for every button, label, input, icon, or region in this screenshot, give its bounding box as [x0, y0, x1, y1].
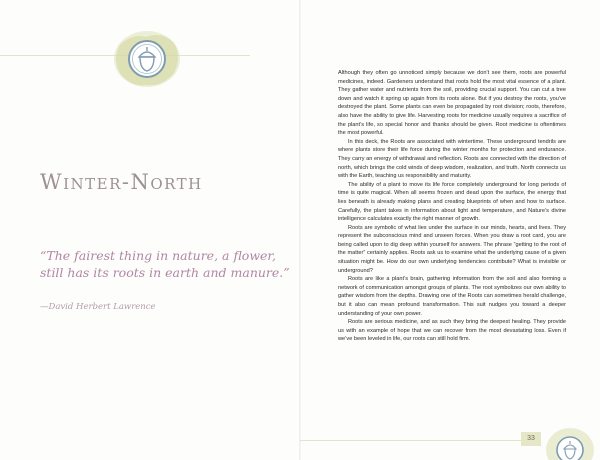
paragraph: Roots are symbolic of what lies under the surface in our minds, hearts, and lives. They represent the subconscious mind and unseen forces. When you draw a root card, you are being called upon to dig deep within yourself for answers. The phrase “getting to the root of the matter” certainly applies. Roots ask us to examine what the underlying cause of a given situation might be. How do our own underlying tendencies contribute? What is invisible or underground?: [338, 224, 566, 274]
acorn-badge-icon: [112, 27, 182, 91]
epigraph-quote: “The fairest thing in nature, a flower, still has its roots in earth and manure.”: [40, 248, 290, 280]
acorn-badge-icon: [545, 424, 595, 460]
section-title: Winter-North: [40, 170, 203, 194]
page-number: 33: [521, 432, 541, 446]
paragraph: Roots are like a plant’s brain, gathering information from the soil and also forming a network of communication amongst groups of plants. The root symbolizes our own ability to gather wisdom from the depths. Drawing one of the Roots can sometimes herald challenge, but it also can mean profound transformation. This suit nudges you toward a deeper understanding of your own power.: [338, 276, 566, 317]
paragraph: In this deck, the Roots are associated with wintertime. These underground tendrils are where plants store their life force during the winter months for protection and endurance. They carry an energy of withdrawal and reflection. Roots are connected with the direction of north, which brings the cold winds of deep wisdom, realization, and truth. North connects us with the Earth, teaching us responsibility and maturity.: [338, 138, 566, 180]
epigraph-attribution: —David Herbert Lawrence: [40, 302, 156, 312]
paragraph: The ability of a plant to move its life force completely underground for long periods of time is quite magical. When all seems frozen and dead upon the surface, the energy that lies beneath is already making plans and creating blueprints of when and how to surface. Carefully, the plant takes in information about light and temperature, and Nature’s divine intelligence calculates exactly the right manner of growth.: [338, 181, 566, 223]
paragraph: Roots are serious medicine, and as such they bring the deepest healing. They provide us with an example of hope that we can recover from the most devastating loss. Even if we’ve been leveled in life, our roots can still hold firm.: [338, 319, 566, 343]
paragraph: Although they often go unnoticed simply because we don’t see them, roots are powerful medicines, indeed. Gardeners understand that roots hold the most vital essence of a plant. They gather water and nutrients from the soil, providing crucial support. You can cut a tree down and watch it spring up again from its roots alone. But if you destroy the roots, you’ve destroyed the plant. Some plants can even be propagated by root division; roots, therefore, also have the ability to give life. Harvesting roots for medicine usually requires a sacrifice of the plant’s life, so special honor and thanks should be given. Root medicine is oftentimes the most powerful.: [338, 70, 566, 137]
bottom-rule: [300, 440, 540, 441]
body-text: [338, 69, 566, 344]
